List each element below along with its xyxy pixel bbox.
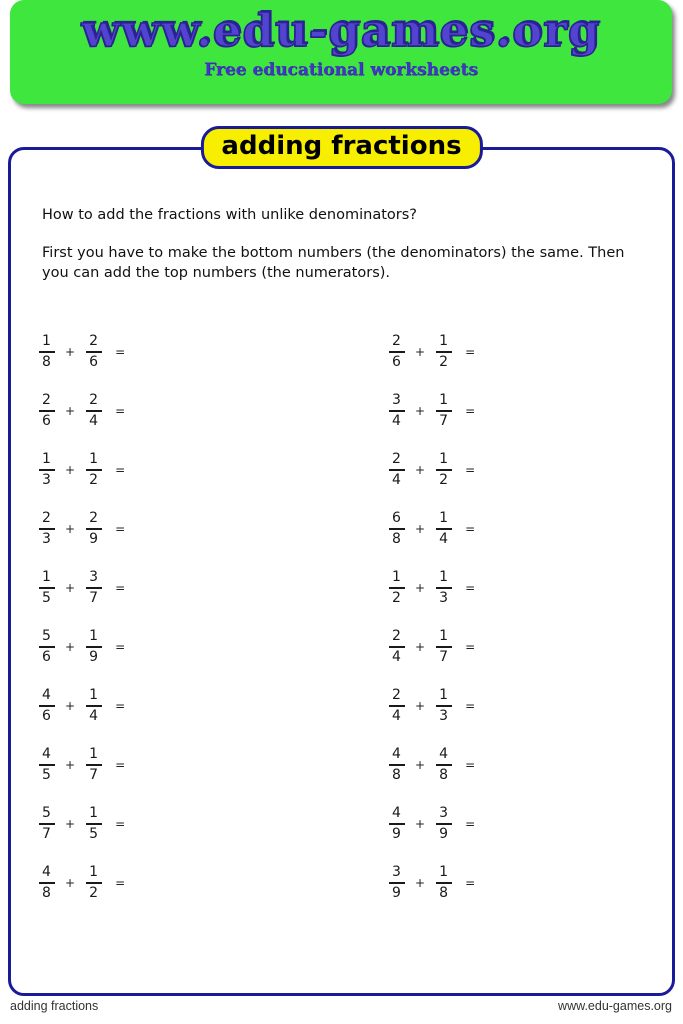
equals-sign: =	[115, 344, 126, 359]
site-title: www.edu-games.org	[81, 4, 601, 57]
fraction	[388, 511, 405, 547]
equals-sign: =	[465, 639, 476, 654]
fraction	[435, 629, 452, 665]
fraction	[388, 334, 405, 370]
denominator: 9	[392, 825, 401, 842]
numerator: 2	[89, 332, 99, 349]
fraction-bar	[86, 410, 102, 412]
fraction-problem	[38, 853, 338, 912]
numerator: 4	[392, 804, 401, 821]
plus-sign: +	[415, 698, 426, 713]
numerator: 2	[392, 450, 401, 467]
fraction-problem	[388, 322, 683, 381]
numerator: 1	[89, 745, 99, 762]
denominator: 4	[392, 471, 401, 488]
numerator: 1	[89, 686, 99, 703]
fraction	[435, 511, 452, 547]
numerator: 2	[42, 509, 51, 526]
numerator: 2	[89, 391, 99, 408]
footer-site-url: www.edu-games.org	[558, 999, 672, 1013]
numerator: 2	[89, 509, 99, 526]
fraction	[85, 747, 102, 783]
numerator: 3	[392, 863, 401, 880]
fraction-problem	[38, 440, 338, 499]
denominator: 3	[42, 530, 51, 547]
numerator: 4	[439, 745, 449, 762]
fraction	[85, 629, 102, 665]
plus-sign: +	[65, 521, 76, 536]
fraction-bar	[86, 351, 102, 353]
plus-sign: +	[415, 757, 426, 772]
numerator: 1	[89, 863, 99, 880]
denominator: 2	[439, 471, 449, 488]
fraction	[38, 452, 55, 488]
fraction	[38, 747, 55, 783]
instruction-question: How to add the fractions with unlike denominators?	[42, 207, 417, 223]
fraction-bar	[389, 410, 405, 412]
fraction-bar	[436, 882, 452, 884]
denominator: 6	[89, 353, 99, 370]
fraction-bar	[436, 705, 452, 707]
equals-sign: =	[465, 757, 476, 772]
footer-worksheet-name: adding fractions	[10, 999, 99, 1013]
fraction-problem	[388, 440, 683, 499]
denominator: 4	[89, 707, 99, 724]
denominator: 5	[42, 766, 51, 783]
fraction-bar	[86, 528, 102, 530]
fraction	[85, 806, 102, 842]
fraction-bar	[86, 823, 102, 825]
equals-sign: =	[115, 816, 126, 831]
denominator: 8	[42, 884, 51, 901]
numerator: 5	[42, 627, 51, 644]
denominator: 8	[392, 530, 401, 547]
denominator: 3	[439, 589, 449, 606]
fraction	[388, 865, 405, 901]
plus-sign: +	[65, 639, 76, 654]
fraction	[435, 747, 452, 783]
fraction-problem	[388, 735, 683, 794]
denominator: 2	[439, 353, 449, 370]
fraction-problem	[388, 794, 683, 853]
site-subtitle: Free educational worksheets	[204, 60, 478, 80]
fraction-bar	[86, 469, 102, 471]
fraction-problem	[38, 735, 338, 794]
numerator: 1	[439, 686, 449, 703]
fraction	[388, 806, 405, 842]
numerator: 1	[42, 450, 51, 467]
fraction	[435, 806, 452, 842]
denominator: 6	[392, 353, 401, 370]
fraction-bar	[389, 469, 405, 471]
fraction	[38, 570, 55, 606]
fraction-problem	[388, 381, 683, 440]
fraction	[388, 452, 405, 488]
plus-sign: +	[65, 875, 76, 890]
denominator: 9	[439, 825, 449, 842]
fraction	[38, 629, 55, 665]
equals-sign: =	[115, 757, 126, 772]
fraction-problem	[38, 558, 338, 617]
numerator: 1	[89, 804, 99, 821]
denominator: 2	[89, 471, 99, 488]
fraction	[85, 334, 102, 370]
fraction	[388, 629, 405, 665]
fraction-bar	[389, 528, 405, 530]
denominator: 8	[42, 353, 51, 370]
numerator: 2	[392, 332, 401, 349]
plus-sign: +	[415, 580, 426, 595]
equals-sign: =	[465, 875, 476, 890]
equals-sign: =	[115, 875, 126, 890]
fraction-bar	[436, 469, 452, 471]
numerator: 6	[392, 509, 401, 526]
fraction-problem	[388, 558, 683, 617]
denominator: 7	[439, 648, 449, 665]
fraction-bar	[436, 410, 452, 412]
fraction-bar	[86, 646, 102, 648]
numerator: 3	[439, 804, 449, 821]
denominator: 6	[42, 707, 51, 724]
header-banner	[10, 0, 672, 104]
denominator: 2	[392, 589, 401, 606]
denominator: 7	[89, 766, 99, 783]
numerator: 2	[392, 686, 401, 703]
fraction	[435, 688, 452, 724]
equals-sign: =	[115, 698, 126, 713]
numerator: 1	[392, 568, 401, 585]
plus-sign: +	[415, 403, 426, 418]
numerator: 1	[439, 450, 449, 467]
equals-sign: =	[115, 521, 126, 536]
numerator: 1	[439, 391, 449, 408]
numerator: 1	[439, 568, 449, 585]
plus-sign: +	[415, 875, 426, 890]
plus-sign: +	[415, 521, 426, 536]
equals-sign: =	[465, 580, 476, 595]
fraction-problem	[38, 794, 338, 853]
fraction-bar	[39, 351, 55, 353]
problems-column-right	[388, 322, 683, 912]
numerator: 1	[42, 568, 51, 585]
denominator: 4	[392, 412, 401, 429]
numerator: 5	[42, 804, 51, 821]
fraction	[85, 511, 102, 547]
fraction-problem	[38, 617, 338, 676]
numerator: 3	[392, 391, 401, 408]
plus-sign: +	[65, 757, 76, 772]
worksheet-title-badge: adding fractions	[200, 126, 482, 169]
numerator: 2	[42, 391, 51, 408]
problems-column-left	[38, 322, 338, 912]
denominator: 4	[89, 412, 99, 429]
fraction	[388, 747, 405, 783]
fraction-bar	[86, 705, 102, 707]
fraction-problem	[388, 617, 683, 676]
fraction-bar	[436, 351, 452, 353]
instruction-explanation: First you have to make the bottom numbers (the denominators) the same. Then you can add the top numbers (the numerators).	[42, 245, 625, 281]
numerator: 4	[42, 863, 51, 880]
fraction-bar	[39, 410, 55, 412]
denominator: 9	[89, 648, 99, 665]
fraction-problem	[388, 853, 683, 912]
denominator: 4	[439, 530, 449, 547]
fraction	[435, 393, 452, 429]
denominator: 8	[392, 766, 401, 783]
equals-sign: =	[465, 521, 476, 536]
denominator: 4	[392, 648, 401, 665]
fraction-bar	[39, 823, 55, 825]
fraction-bar	[389, 351, 405, 353]
fraction	[38, 806, 55, 842]
fraction-bar	[39, 882, 55, 884]
equals-sign: =	[465, 403, 476, 418]
equals-sign: =	[115, 462, 126, 477]
plus-sign: +	[415, 344, 426, 359]
fraction-bar	[436, 764, 452, 766]
fraction-problem	[388, 499, 683, 558]
fraction-problem	[38, 381, 338, 440]
fraction	[38, 334, 55, 370]
fraction-bar	[389, 587, 405, 589]
fraction	[388, 688, 405, 724]
fraction-bar	[39, 705, 55, 707]
numerator: 1	[439, 332, 449, 349]
fraction	[85, 688, 102, 724]
plus-sign: +	[415, 462, 426, 477]
fraction	[38, 688, 55, 724]
equals-sign: =	[465, 462, 476, 477]
fraction	[435, 452, 452, 488]
denominator: 6	[42, 412, 51, 429]
equals-sign: =	[115, 403, 126, 418]
fraction-bar	[389, 882, 405, 884]
fraction	[38, 393, 55, 429]
fraction-problem	[38, 676, 338, 735]
equals-sign: =	[465, 816, 476, 831]
numerator: 1	[439, 863, 449, 880]
fraction	[85, 570, 102, 606]
fraction-bar	[86, 764, 102, 766]
equals-sign: =	[115, 639, 126, 654]
denominator: 9	[392, 884, 401, 901]
fraction	[435, 570, 452, 606]
fraction-bar	[86, 882, 102, 884]
fraction-bar	[389, 646, 405, 648]
fraction-bar	[39, 528, 55, 530]
equals-sign: =	[115, 580, 126, 595]
fraction	[85, 452, 102, 488]
fraction-problem	[388, 676, 683, 735]
fraction-bar	[436, 646, 452, 648]
fraction-bar	[39, 469, 55, 471]
denominator: 7	[42, 825, 51, 842]
plus-sign: +	[65, 462, 76, 477]
fraction-bar	[39, 646, 55, 648]
fraction	[435, 334, 452, 370]
denominator: 6	[42, 648, 51, 665]
fraction-bar	[389, 823, 405, 825]
equals-sign: =	[465, 344, 476, 359]
fraction-bar	[39, 587, 55, 589]
plus-sign: +	[65, 698, 76, 713]
plus-sign: +	[65, 816, 76, 831]
fraction	[85, 393, 102, 429]
plus-sign: +	[415, 639, 426, 654]
numerator: 1	[42, 332, 51, 349]
denominator: 8	[439, 766, 449, 783]
equals-sign: =	[465, 698, 476, 713]
numerator: 1	[439, 627, 449, 644]
fraction-bar	[436, 587, 452, 589]
fraction	[388, 570, 405, 606]
denominator: 7	[89, 589, 99, 606]
numerator: 4	[392, 745, 401, 762]
fraction-problem	[38, 322, 338, 381]
fraction-bar	[39, 764, 55, 766]
denominator: 3	[42, 471, 51, 488]
denominator: 5	[42, 589, 51, 606]
denominator: 5	[89, 825, 99, 842]
denominator: 4	[392, 707, 401, 724]
numerator: 3	[89, 568, 99, 585]
fraction	[38, 511, 55, 547]
fraction	[435, 865, 452, 901]
plus-sign: +	[65, 344, 76, 359]
fraction-bar	[436, 528, 452, 530]
numerator: 1	[89, 450, 99, 467]
numerator: 4	[42, 686, 51, 703]
numerator: 1	[89, 627, 99, 644]
instructions	[42, 205, 648, 283]
fraction-bar	[86, 587, 102, 589]
fraction-bar	[436, 823, 452, 825]
denominator: 3	[439, 707, 449, 724]
fraction-bar	[389, 764, 405, 766]
plus-sign: +	[65, 403, 76, 418]
fraction	[388, 393, 405, 429]
page-footer	[10, 999, 672, 1013]
denominator: 8	[439, 884, 449, 901]
numerator: 1	[439, 509, 449, 526]
denominator: 2	[89, 884, 99, 901]
plus-sign: +	[65, 580, 76, 595]
fraction	[38, 865, 55, 901]
fraction-problem	[38, 499, 338, 558]
plus-sign: +	[415, 816, 426, 831]
numerator: 2	[392, 627, 401, 644]
fraction	[85, 865, 102, 901]
fraction-bar	[389, 705, 405, 707]
numerator: 4	[42, 745, 51, 762]
denominator: 9	[89, 530, 99, 547]
denominator: 7	[439, 412, 449, 429]
